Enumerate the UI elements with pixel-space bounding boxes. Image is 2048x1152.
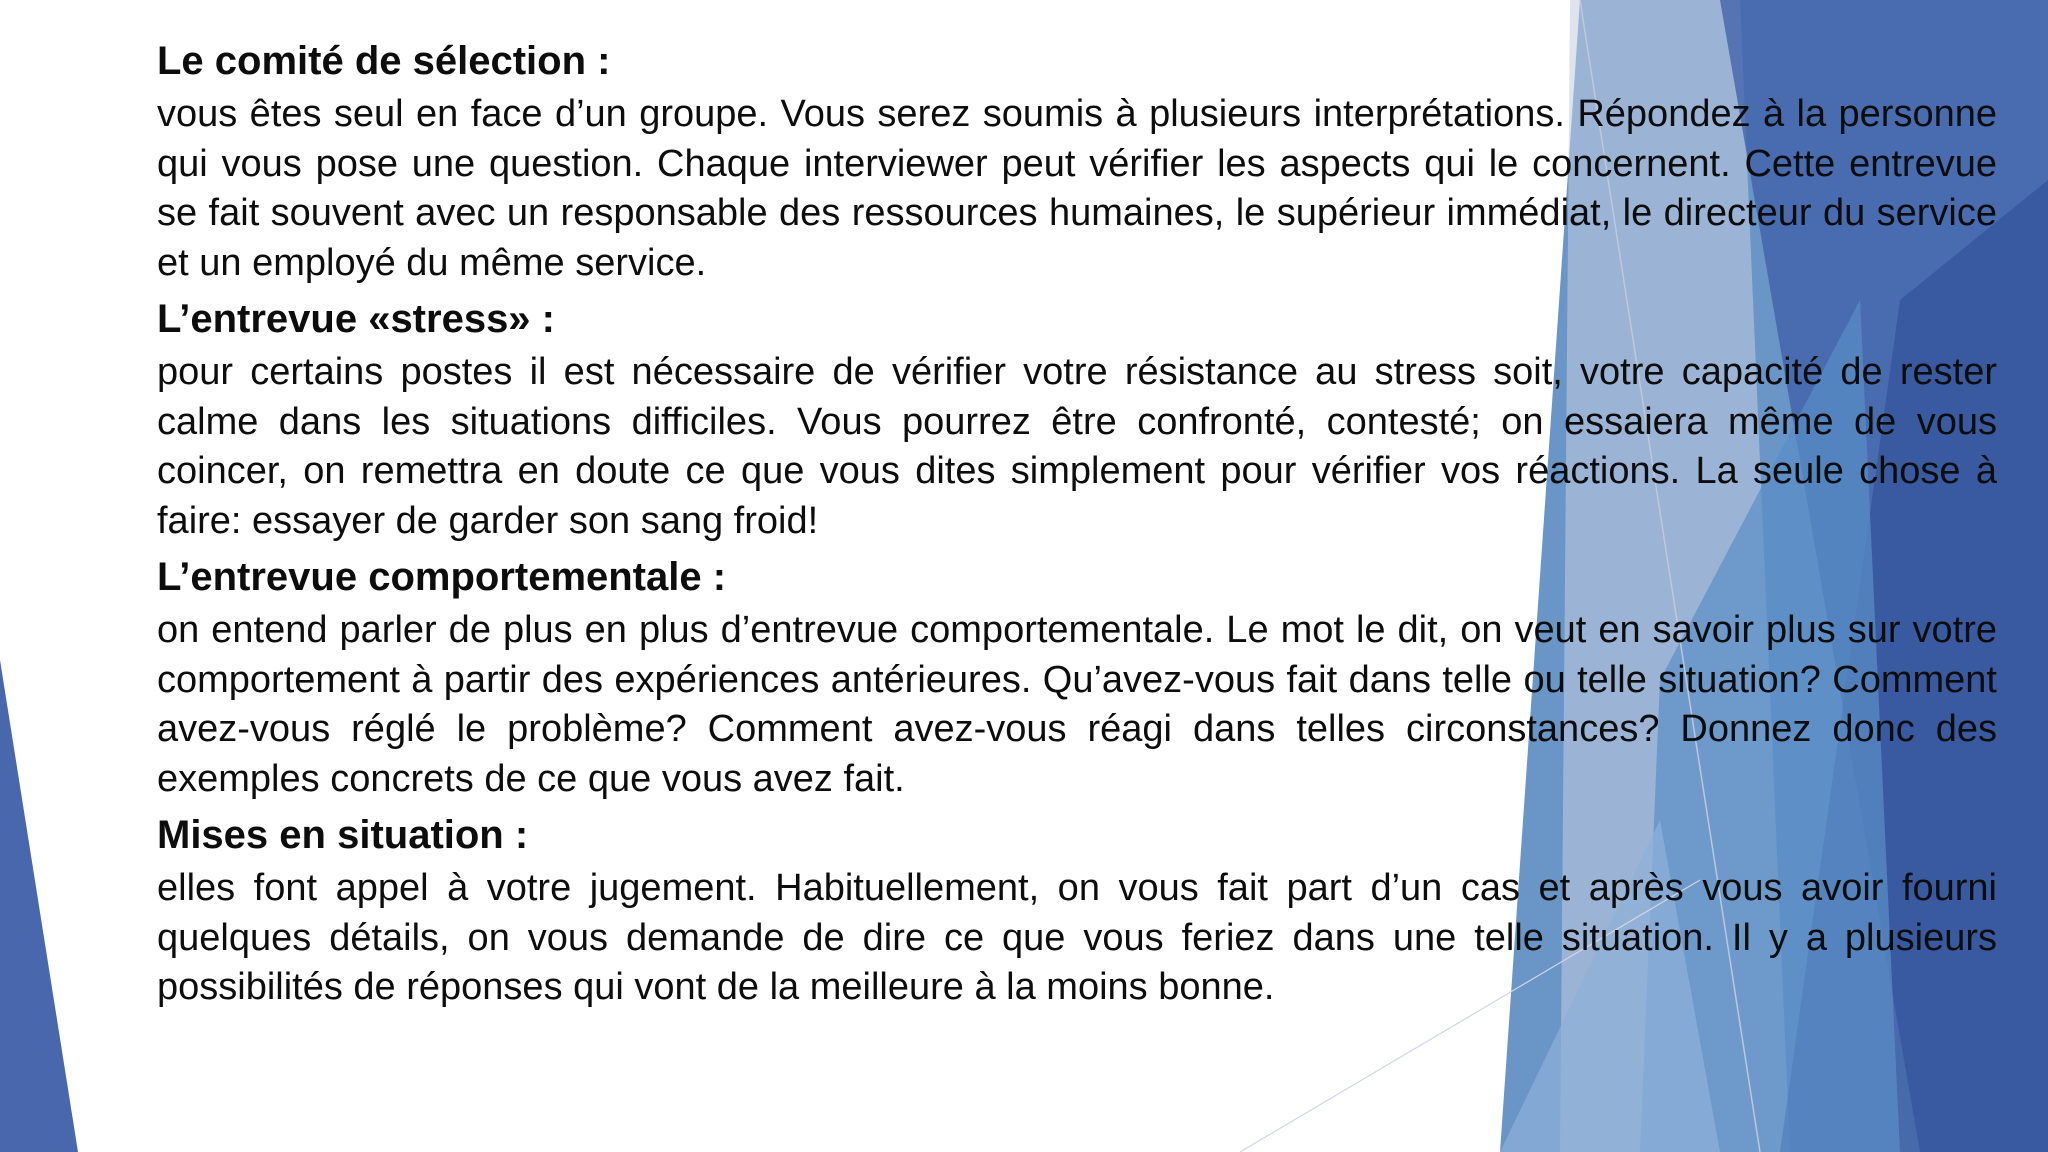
section-heading-stress: L’entrevue «stress» : [157,297,555,341]
section-body-comportementale: on entend parler de plus en plus d’entrevue comportementale. Le mot le dit, on veut en savoir plus sur votre comportement à partir des expériences antérieures. Qu’avez-vous fait dans telle ou telle situation? Comment avez-vous réglé le problème? Comment avez-vous réagi dans telles circonstances? Donnez donc des exemples concrets de ce que vous avez fait. [157,609,1997,800]
section-body-stress: pour certains postes il est nécessaire de vérifier votre résistance au stress soit, votre capacité de rester calme dans les situations difficiles. Vous pourrez être confronté, contesté; on essaiera même de vous coincer, on remettra en doute ce que vous dites simplement pour vérifier vos réactions. La seule chose à faire: essayer de garder son sang froid! [157,351,1997,542]
section-body-comite: vous êtes seul en face d’un groupe. Vous serez soumis à plusieurs interprétations. Répondez à la personne qui vous pose une question. Chaque interviewer peut vérifier les aspects qui le concernent. Cette entrevue se fait souvent avec un responsable des ressources humaines, le supérieur immédiat, le directeur du service et un employé du même service. [157,93,1997,284]
section-body-mises-en-situation: elles font appel à votre jugement. Habituellement, on vous fait part d’un cas et après vous avoir fourni quelques détails, on vous demande de dire ce que vous feriez dans une telle situation. Il y a plusieurs possibilités de réponses qui vont de la meilleure à la moins bonne. [157,867,1997,1008]
left-triangle-decoration [0,660,78,1152]
section-heading-comite: Le comité de sélection : [157,39,611,83]
slide-content [157,36,1997,1019]
section-heading-comportementale: L’entrevue comportementale : [157,555,727,599]
section-heading-mises-en-situation: Mises en situation : [157,813,529,857]
